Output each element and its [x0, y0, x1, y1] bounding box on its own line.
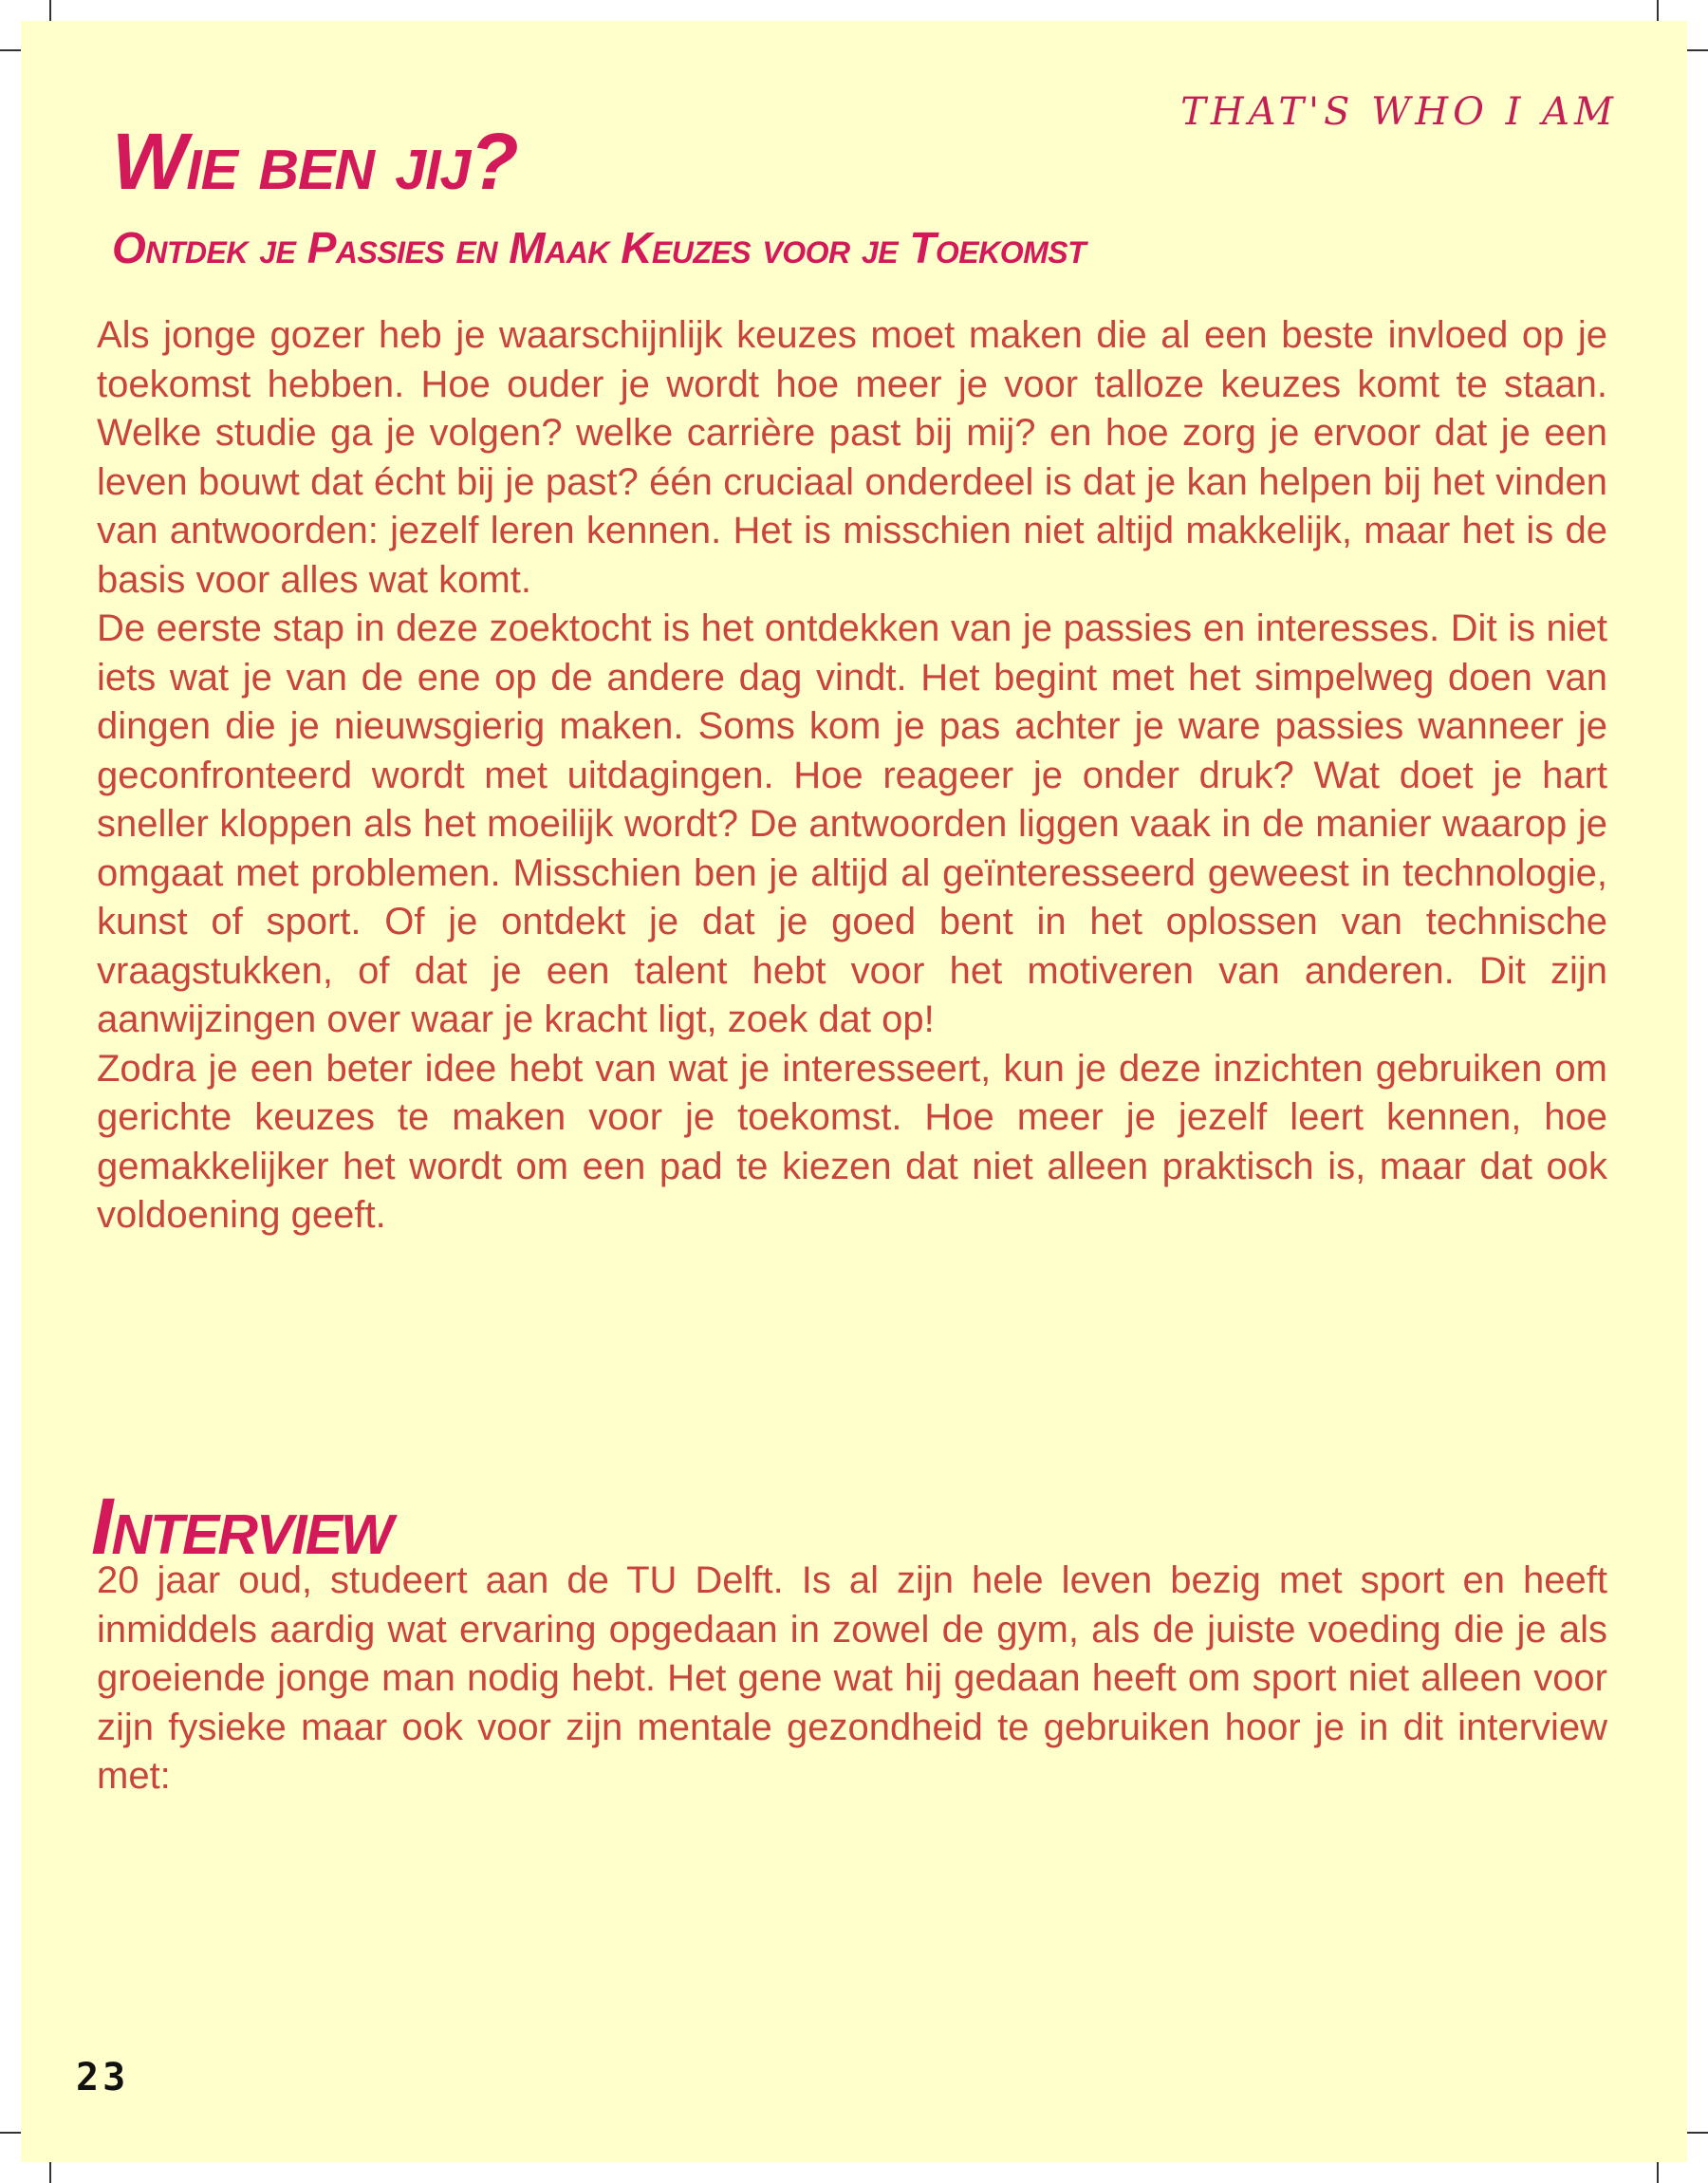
interview-intro: [97, 1557, 1607, 1801]
article-paragraph-3: Zodra je een beter idee hebt van wat je interesseert, kun je deze inzichten gebruiken om gerichte keuzes te maken voor je toekomst. Hoe meer je jezelf leert kennen, hoe gemakkelijker het wordt om een pad te kiezen dat niet alleen praktisch is, maar dat ook voldoening geeft.: [97, 1047, 1607, 1236]
page-number: 23: [76, 2056, 130, 2099]
page-title: Wie ben jij?: [112, 117, 518, 206]
article-body: [97, 311, 1607, 1241]
interview-paragraph: 20 jaar oud, studeert aan de TU Delft. Is al zijn hele leven bezig met sport en heeft inmiddels aardig wat ervaring opgedaan in zowel de gym, als de juiste voeding die je als groeiende jonge man nodig hebt. Het gene wat hij gedaan heeft om sport niet alleen voor zijn fysieke maar ook voor zijn mentale gezondheid te gebruiken hoor je in dit interview met:: [97, 1559, 1607, 1797]
page-subtitle: Ontdek je Passies en Maak Keuzes voor je Toekomst: [112, 223, 1086, 272]
page-tagline: THAT'S WHO I AM: [1180, 90, 1618, 134]
article-paragraph-1: Als jonge gozer heb je waarschijnlijk keuzes moet maken die al een beste invloed op je toekomst hebben. Hoe ouder je wordt hoe meer je voor talloze keuzes komt te staan. Welke studie ga je volgen? welke carrière past bij mij? en hoe zorg je ervoor dat je een leven bouwt dat écht bij je past? één cruciaal onderdeel is dat je kan helpen bij het vinden van antwoorden: jezelf leren kennen. Het is misschien niet altijd makkelijk, maar het is de basis voor alles wat komt.: [97, 314, 1607, 601]
article-paragraph-2: De eerste stap in deze zoektocht is het ontdekken van je passies en interesses. Dit is niet iets wat je van de ene op de andere dag vindt. Het begint met het simpelweg doen van dingen die je nieuwsgierig maken. Soms kom je pas achter je ware passies wanneer je geconfronteerd wordt met uitdagingen. Hoe reageer je onder druk? Wat doet je hart sneller kloppen als het moeilijk wordt? De antwoorden liggen vaak in de manier waarop je omgaat met problemen. Misschien ben je altijd al geïnteresseerd geweest in technologie, kunst of sport. Of je ontdekt je dat je goed bent in het oplossen van technische vraagstukken, of dat je een talent hebt voor het motiveren van anderen. Dit zijn aanwijzingen over waar je kracht ligt, zoek dat op!: [97, 607, 1607, 1040]
interview-heading: Interview: [91, 1482, 392, 1571]
